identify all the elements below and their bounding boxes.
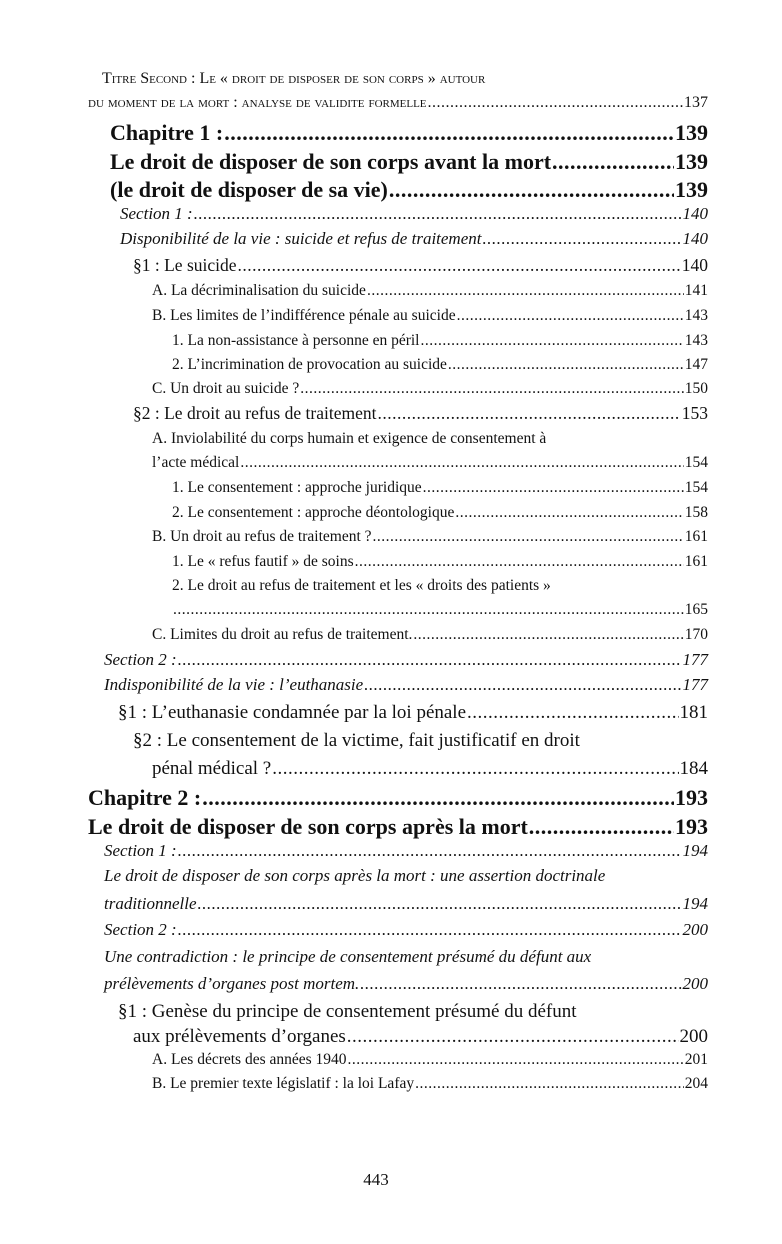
toc-entry-title: A. Les décrets des années 1940 — [152, 1051, 347, 1068]
toc-entry-title: Chapitre 2 : — [88, 785, 202, 810]
toc-entry-page: 177 — [682, 650, 708, 669]
toc-entry — [133, 403, 708, 423]
toc-entry — [104, 650, 708, 670]
toc-entry-page: 140 — [682, 229, 708, 248]
toc-entry-title: Section 1 : — [120, 204, 193, 223]
toc-entry-title: Une contradiction : le principe de consentement présumé du défunt aux — [104, 947, 592, 966]
toc-entry-title: B. Le premier texte législatif : la loi Lafay — [152, 1075, 415, 1092]
toc-entry — [88, 785, 708, 810]
dot-leader — [389, 177, 674, 202]
toc-entry-page: 150 — [684, 380, 708, 397]
toc-entry — [152, 454, 708, 472]
toc-entry-title: §1 : Le suicide — [133, 255, 237, 275]
toc-entry-title: C. Un droit au suicide ? — [152, 380, 300, 397]
toc-entry — [152, 380, 708, 398]
dot-leader — [415, 1075, 684, 1093]
dot-leader — [347, 1026, 679, 1048]
toc-entry-title: du moment de la mort : analyse de validite formelle — [88, 94, 427, 111]
toc-entry-page: 153 — [681, 403, 708, 423]
dot-leader — [377, 403, 680, 423]
dot-leader — [348, 1051, 684, 1069]
toc-entry-page: 147 — [684, 356, 708, 373]
toc-entry — [88, 94, 708, 112]
dot-leader — [198, 894, 682, 914]
toc-entry-page: 137 — [684, 94, 708, 111]
toc-entry — [88, 814, 708, 839]
toc-entry — [104, 866, 708, 886]
toc-entry — [133, 255, 708, 275]
dot-leader — [413, 626, 683, 644]
dot-leader — [178, 650, 682, 670]
toc-entry — [110, 177, 708, 202]
toc-entry-title: Le droit de disposer de son corps après la mort : une assertion doctrinale — [104, 866, 606, 885]
toc-entry — [104, 841, 708, 861]
toc-entry-title: Titre Second : Le « droit de disposer de son corps » autour — [102, 70, 486, 87]
toc-entry — [104, 974, 708, 994]
toc-entry-title: 1. La non-assistance à personne en péril — [172, 332, 420, 349]
toc-entry-page: 140 — [681, 255, 708, 275]
dot-leader — [423, 479, 684, 497]
toc-entry — [110, 120, 708, 145]
toc-entry — [152, 430, 708, 448]
toc-entry-title: Section 2 : — [104, 650, 177, 669]
toc-entry — [104, 947, 708, 967]
dot-leader — [355, 553, 684, 571]
toc-entry-title: §2 : Le consentement de la victime, fait justificatif en droit — [133, 730, 580, 751]
toc-entry-title: §2 : Le droit au refus de traitement — [133, 403, 377, 423]
toc-entry — [104, 920, 708, 940]
toc-entry — [120, 204, 708, 224]
toc-entry-title: pénal médical ? — [152, 758, 272, 779]
toc-entry-title: Section 2 : — [104, 920, 177, 939]
dot-leader — [373, 528, 684, 546]
dot-leader — [178, 841, 682, 861]
toc-entry — [152, 307, 708, 325]
toc-entry-page: 161 — [684, 528, 708, 545]
toc-entry-page: 154 — [684, 454, 708, 471]
toc-entry-title: Section 1 : — [104, 841, 177, 860]
toc-entry-page: 181 — [679, 702, 708, 723]
toc-entry — [172, 504, 708, 522]
toc-entry-page: 200 — [682, 920, 708, 939]
toc-entry — [104, 894, 708, 914]
dot-leader — [202, 785, 674, 810]
page-number: 443 — [363, 1170, 389, 1189]
toc-entry — [133, 730, 708, 752]
toc-entry-page: 158 — [684, 504, 708, 521]
dot-leader — [272, 758, 678, 780]
dot-leader — [457, 307, 684, 325]
toc-entry-title: A. La décriminalisation du suicide — [152, 282, 366, 299]
toc-entry-page: 170 — [684, 626, 708, 643]
toc-entry-title: B. Les limites de l’indifférence pénale au suicide — [152, 307, 456, 324]
toc-entry-page: 193 — [675, 785, 708, 810]
dot-leader — [482, 229, 681, 249]
dot-leader — [240, 454, 683, 472]
dot-leader — [428, 94, 683, 112]
toc-entry-page: 194 — [682, 894, 708, 913]
toc-entry-title: aux prélèvements d’organes — [133, 1026, 346, 1047]
toc-entry-page: 139 — [675, 149, 708, 174]
toc-entry-page: 141 — [684, 282, 708, 299]
dot-leader — [455, 504, 683, 522]
toc-entry-title: traditionnelle — [104, 894, 197, 913]
toc-entry-title: l’acte médical — [152, 454, 240, 471]
toc-entry-title: 1. Le « refus fautif » de soins — [172, 553, 354, 570]
toc-entry-page: 154 — [684, 479, 708, 496]
toc-entry — [110, 149, 708, 174]
toc-entry-title: Disponibilité de la vie : suicide et refus de traitement — [120, 229, 482, 248]
toc-entry — [120, 229, 708, 249]
toc-entry — [152, 1051, 708, 1069]
toc-entry-title: §1 : L’euthanasie condamnée par la loi pénale — [118, 702, 467, 723]
toc-entry-page: 177 — [682, 675, 708, 694]
toc-entry-title: 2. Le droit au refus de traitement et les « droits des patients » — [172, 577, 551, 594]
dot-leader — [367, 282, 684, 300]
toc-entry-page: 140 — [682, 204, 708, 223]
toc-entry-title: prélèvements d’organes post mortem. — [104, 974, 360, 993]
toc-entry — [104, 675, 708, 695]
toc-entry-page: 139 — [675, 177, 708, 202]
toc-entry-title: A. Inviolabilité du corps humain et exigence de consentement à — [152, 430, 547, 447]
toc-entry-title: 2. L’incrimination de provocation au suicide — [172, 356, 447, 373]
dot-leader — [448, 356, 684, 374]
toc-entry — [172, 601, 708, 619]
dot-leader — [173, 601, 684, 619]
toc-entry-page: 194 — [682, 841, 708, 860]
dot-leader — [224, 120, 674, 145]
toc-entry-title: Indisponibilité de la vie : l’euthanasie — [104, 675, 364, 694]
toc-entry-title: B. Un droit au refus de traitement ? — [152, 528, 372, 545]
dot-leader — [300, 380, 684, 398]
toc-entry-page: 143 — [684, 307, 708, 324]
dot-leader — [360, 974, 681, 994]
toc-entry — [172, 356, 708, 374]
toc-entry-title: Le droit de disposer de son corps après la mort — [88, 814, 528, 839]
toc-entry — [172, 479, 708, 497]
toc-entry — [152, 626, 708, 644]
toc-entry-title: 2. Le consentement : approche déontologique — [172, 504, 455, 521]
dot-leader — [467, 702, 678, 724]
toc-entry-page: 139 — [675, 120, 708, 145]
dot-leader — [364, 675, 681, 695]
toc-entry-title: Chapitre 1 : — [110, 120, 224, 145]
dot-leader — [552, 149, 674, 174]
toc-entry-page: 204 — [684, 1075, 708, 1092]
toc-entry-title: Le droit de disposer de son corps avant la mort — [110, 149, 552, 174]
toc-entry-page: 200 — [679, 1026, 708, 1047]
toc-entry — [118, 702, 708, 724]
toc-entry — [172, 577, 708, 595]
toc-entry-page: 201 — [684, 1051, 708, 1068]
toc-entry — [152, 758, 708, 780]
dot-leader — [178, 920, 682, 940]
toc-entry — [133, 1026, 708, 1048]
toc-entry — [172, 553, 708, 571]
dot-leader — [529, 814, 674, 839]
toc-entry-page: 161 — [684, 553, 708, 570]
toc-entry-page: 200 — [682, 974, 708, 993]
toc-entry — [152, 1075, 708, 1093]
toc-entry — [152, 528, 708, 546]
toc-entry-page: 193 — [675, 814, 708, 839]
toc-entry-page: 143 — [684, 332, 708, 349]
dot-leader — [420, 332, 683, 350]
toc-entry-title: 1. Le consentement : approche juridique — [172, 479, 422, 496]
toc-entry — [118, 1001, 708, 1023]
toc-entry-page: 165 — [684, 601, 708, 618]
toc-entry-title: (le droit de disposer de sa vie) — [110, 177, 388, 202]
dot-leader — [238, 255, 681, 275]
toc-entry — [152, 282, 708, 300]
toc-entry-title: §1 : Genèse du principe de consentement présumé du défunt — [118, 1001, 577, 1022]
toc-entry-page: 184 — [679, 758, 708, 779]
toc-entry — [102, 70, 708, 88]
toc-entry-title: C. Limites du droit au refus de traitement. — [152, 626, 413, 643]
dot-leader — [194, 204, 682, 224]
toc-entry — [172, 332, 708, 350]
